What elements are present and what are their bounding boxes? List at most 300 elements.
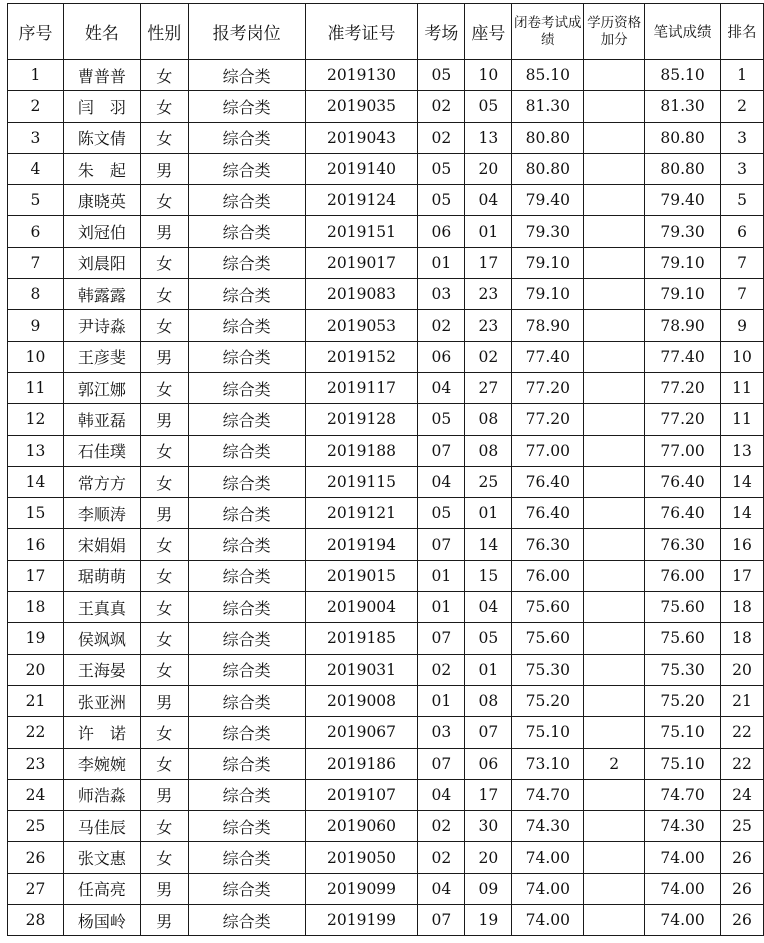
cell-bonus bbox=[584, 372, 645, 403]
cell-gender: 女 bbox=[140, 560, 188, 591]
cell-seat: 17 bbox=[465, 247, 512, 278]
cell-no: 14 bbox=[8, 466, 64, 497]
table-row bbox=[8, 623, 764, 654]
cell-room: 03 bbox=[418, 717, 465, 748]
table-row bbox=[8, 654, 764, 685]
cell-ticket: 2019124 bbox=[305, 185, 418, 216]
cell-closed-score: 75.60 bbox=[512, 592, 584, 623]
cell-rank: 24 bbox=[721, 779, 764, 810]
cell-post: 综合类 bbox=[188, 779, 305, 810]
cell-room: 02 bbox=[418, 654, 465, 685]
table-row bbox=[8, 247, 764, 278]
cell-written: 77.20 bbox=[645, 404, 721, 435]
cell-rank: 21 bbox=[721, 685, 764, 716]
table-body bbox=[8, 60, 764, 936]
cell-room: 02 bbox=[418, 842, 465, 873]
cell-gender: 女 bbox=[140, 466, 188, 497]
cell-gender: 男 bbox=[140, 779, 188, 810]
cell-bonus bbox=[584, 905, 645, 936]
cell-closed-score: 74.70 bbox=[512, 779, 584, 810]
table-row bbox=[8, 404, 764, 435]
cell-post: 综合类 bbox=[188, 247, 305, 278]
table-row bbox=[8, 717, 764, 748]
cell-ticket: 2019140 bbox=[305, 153, 418, 184]
cell-seat: 25 bbox=[465, 466, 512, 497]
cell-room: 02 bbox=[418, 91, 465, 122]
cell-room: 02 bbox=[418, 811, 465, 842]
cell-bonus bbox=[584, 811, 645, 842]
cell-rank: 20 bbox=[721, 654, 764, 685]
cell-written: 79.40 bbox=[645, 185, 721, 216]
cell-gender: 男 bbox=[140, 341, 188, 372]
cell-bonus bbox=[584, 122, 645, 153]
cell-no: 25 bbox=[8, 811, 64, 842]
cell-no: 23 bbox=[8, 748, 64, 779]
table-row bbox=[8, 842, 764, 873]
cell-post: 综合类 bbox=[188, 310, 305, 341]
cell-bonus bbox=[584, 153, 645, 184]
cell-room: 04 bbox=[418, 873, 465, 904]
cell-written: 81.30 bbox=[645, 91, 721, 122]
cell-room: 05 bbox=[418, 404, 465, 435]
header-closed-score: 闭卷考试成绩 bbox=[512, 4, 584, 60]
table-row bbox=[8, 122, 764, 153]
cell-written: 75.30 bbox=[645, 654, 721, 685]
cell-seat: 01 bbox=[465, 498, 512, 529]
table-row bbox=[8, 435, 764, 466]
cell-rank: 1 bbox=[721, 60, 764, 91]
cell-gender: 女 bbox=[140, 592, 188, 623]
cell-ticket: 2019099 bbox=[305, 873, 418, 904]
cell-gender: 男 bbox=[140, 685, 188, 716]
cell-bonus: 2 bbox=[584, 748, 645, 779]
cell-gender: 男 bbox=[140, 498, 188, 529]
cell-ticket: 2019004 bbox=[305, 592, 418, 623]
cell-name: 刘冠伯 bbox=[63, 216, 140, 247]
header-seat: 座号 bbox=[465, 4, 512, 60]
cell-name: 杨国岭 bbox=[63, 905, 140, 936]
cell-gender: 女 bbox=[140, 247, 188, 278]
cell-written: 77.00 bbox=[645, 435, 721, 466]
cell-bonus bbox=[584, 185, 645, 216]
cell-bonus bbox=[584, 404, 645, 435]
header-row bbox=[8, 4, 764, 60]
cell-gender: 女 bbox=[140, 310, 188, 341]
header-name: 姓名 bbox=[63, 4, 140, 60]
cell-gender: 男 bbox=[140, 905, 188, 936]
cell-bonus bbox=[584, 91, 645, 122]
cell-ticket: 2019115 bbox=[305, 466, 418, 497]
cell-room: 06 bbox=[418, 216, 465, 247]
cell-rank: 9 bbox=[721, 310, 764, 341]
cell-closed-score: 74.00 bbox=[512, 873, 584, 904]
table-row bbox=[8, 779, 764, 810]
cell-rank: 2 bbox=[721, 91, 764, 122]
cell-no: 6 bbox=[8, 216, 64, 247]
cell-gender: 女 bbox=[140, 842, 188, 873]
cell-rank: 14 bbox=[721, 498, 764, 529]
header-room: 考场 bbox=[418, 4, 465, 60]
cell-bonus bbox=[584, 466, 645, 497]
cell-written: 78.90 bbox=[645, 310, 721, 341]
cell-seat: 01 bbox=[465, 654, 512, 685]
cell-name: 王真真 bbox=[63, 592, 140, 623]
cell-written: 75.60 bbox=[645, 592, 721, 623]
cell-no: 3 bbox=[8, 122, 64, 153]
cell-seat: 27 bbox=[465, 372, 512, 403]
cell-bonus bbox=[584, 435, 645, 466]
cell-written: 75.10 bbox=[645, 717, 721, 748]
cell-seat: 05 bbox=[465, 91, 512, 122]
cell-post: 综合类 bbox=[188, 873, 305, 904]
cell-seat: 09 bbox=[465, 873, 512, 904]
cell-room: 07 bbox=[418, 623, 465, 654]
cell-post: 综合类 bbox=[188, 435, 305, 466]
cell-seat: 08 bbox=[465, 435, 512, 466]
cell-name: 马佳辰 bbox=[63, 811, 140, 842]
cell-ticket: 2019199 bbox=[305, 905, 418, 936]
cell-bonus bbox=[584, 310, 645, 341]
cell-written: 75.60 bbox=[645, 623, 721, 654]
cell-name: 张亚洲 bbox=[63, 685, 140, 716]
cell-no: 7 bbox=[8, 247, 64, 278]
cell-ticket: 2019152 bbox=[305, 341, 418, 372]
cell-rank: 7 bbox=[721, 247, 764, 278]
table-row bbox=[8, 466, 764, 497]
cell-written: 74.30 bbox=[645, 811, 721, 842]
table-row bbox=[8, 216, 764, 247]
cell-closed-score: 79.40 bbox=[512, 185, 584, 216]
cell-ticket: 2019043 bbox=[305, 122, 418, 153]
cell-no: 20 bbox=[8, 654, 64, 685]
cell-ticket: 2019050 bbox=[305, 842, 418, 873]
cell-room: 07 bbox=[418, 748, 465, 779]
score-table bbox=[7, 3, 764, 936]
table-row bbox=[8, 310, 764, 341]
cell-seat: 04 bbox=[465, 592, 512, 623]
cell-bonus bbox=[584, 779, 645, 810]
cell-gender: 女 bbox=[140, 122, 188, 153]
cell-no: 12 bbox=[8, 404, 64, 435]
cell-seat: 10 bbox=[465, 60, 512, 91]
cell-rank: 11 bbox=[721, 404, 764, 435]
cell-ticket: 2019017 bbox=[305, 247, 418, 278]
cell-room: 01 bbox=[418, 247, 465, 278]
cell-seat: 05 bbox=[465, 623, 512, 654]
cell-bonus bbox=[584, 279, 645, 310]
cell-no: 18 bbox=[8, 592, 64, 623]
cell-post: 综合类 bbox=[188, 122, 305, 153]
cell-written: 76.00 bbox=[645, 560, 721, 591]
cell-room: 05 bbox=[418, 185, 465, 216]
cell-written: 74.70 bbox=[645, 779, 721, 810]
cell-gender: 女 bbox=[140, 60, 188, 91]
cell-room: 05 bbox=[418, 498, 465, 529]
cell-written: 85.10 bbox=[645, 60, 721, 91]
cell-seat: 19 bbox=[465, 905, 512, 936]
cell-ticket: 2019185 bbox=[305, 623, 418, 654]
cell-name: 王彦斐 bbox=[63, 341, 140, 372]
cell-post: 综合类 bbox=[188, 842, 305, 873]
table-row bbox=[8, 498, 764, 529]
cell-written: 74.00 bbox=[645, 905, 721, 936]
cell-bonus bbox=[584, 529, 645, 560]
cell-no: 13 bbox=[8, 435, 64, 466]
cell-post: 综合类 bbox=[188, 529, 305, 560]
cell-bonus bbox=[584, 60, 645, 91]
cell-no: 9 bbox=[8, 310, 64, 341]
cell-seat: 30 bbox=[465, 811, 512, 842]
cell-room: 01 bbox=[418, 592, 465, 623]
cell-room: 04 bbox=[418, 779, 465, 810]
cell-no: 15 bbox=[8, 498, 64, 529]
cell-room: 04 bbox=[418, 372, 465, 403]
cell-no: 17 bbox=[8, 560, 64, 591]
cell-name: 陈文倩 bbox=[63, 122, 140, 153]
cell-gender: 女 bbox=[140, 811, 188, 842]
cell-bonus bbox=[584, 717, 645, 748]
cell-post: 综合类 bbox=[188, 748, 305, 779]
table-row bbox=[8, 529, 764, 560]
table-row bbox=[8, 91, 764, 122]
cell-name: 朱 起 bbox=[63, 153, 140, 184]
cell-closed-score: 79.10 bbox=[512, 247, 584, 278]
cell-post: 综合类 bbox=[188, 685, 305, 716]
table-row bbox=[8, 592, 764, 623]
cell-name: 任高亮 bbox=[63, 873, 140, 904]
cell-closed-score: 76.00 bbox=[512, 560, 584, 591]
cell-name: 郭江娜 bbox=[63, 372, 140, 403]
cell-post: 综合类 bbox=[188, 592, 305, 623]
cell-post: 综合类 bbox=[188, 466, 305, 497]
cell-closed-score: 79.30 bbox=[512, 216, 584, 247]
cell-seat: 23 bbox=[465, 310, 512, 341]
cell-ticket: 2019083 bbox=[305, 279, 418, 310]
cell-post: 综合类 bbox=[188, 279, 305, 310]
cell-closed-score: 74.00 bbox=[512, 905, 584, 936]
cell-post: 综合类 bbox=[188, 185, 305, 216]
cell-bonus bbox=[584, 654, 645, 685]
cell-closed-score: 75.30 bbox=[512, 654, 584, 685]
cell-seat: 20 bbox=[465, 842, 512, 873]
cell-seat: 04 bbox=[465, 185, 512, 216]
cell-seat: 01 bbox=[465, 216, 512, 247]
cell-closed-score: 73.10 bbox=[512, 748, 584, 779]
cell-seat: 17 bbox=[465, 779, 512, 810]
cell-ticket: 2019035 bbox=[305, 91, 418, 122]
cell-room: 06 bbox=[418, 341, 465, 372]
cell-gender: 男 bbox=[140, 873, 188, 904]
cell-rank: 18 bbox=[721, 623, 764, 654]
cell-ticket: 2019067 bbox=[305, 717, 418, 748]
cell-post: 综合类 bbox=[188, 811, 305, 842]
cell-gender: 女 bbox=[140, 372, 188, 403]
cell-ticket: 2019194 bbox=[305, 529, 418, 560]
cell-rank: 7 bbox=[721, 279, 764, 310]
cell-post: 综合类 bbox=[188, 654, 305, 685]
cell-name: 尹诗淼 bbox=[63, 310, 140, 341]
cell-bonus bbox=[584, 247, 645, 278]
cell-name: 韩亚磊 bbox=[63, 404, 140, 435]
table-row bbox=[8, 372, 764, 403]
cell-written: 79.30 bbox=[645, 216, 721, 247]
cell-no: 1 bbox=[8, 60, 64, 91]
cell-closed-score: 74.00 bbox=[512, 842, 584, 873]
cell-name: 李顺涛 bbox=[63, 498, 140, 529]
cell-written: 79.10 bbox=[645, 247, 721, 278]
cell-post: 综合类 bbox=[188, 216, 305, 247]
cell-rank: 6 bbox=[721, 216, 764, 247]
cell-rank: 13 bbox=[721, 435, 764, 466]
cell-gender: 男 bbox=[140, 153, 188, 184]
table-row bbox=[8, 905, 764, 936]
cell-no: 10 bbox=[8, 341, 64, 372]
cell-bonus bbox=[584, 873, 645, 904]
cell-bonus bbox=[584, 216, 645, 247]
header-ticket: 准考证号 bbox=[305, 4, 418, 60]
cell-rank: 17 bbox=[721, 560, 764, 591]
cell-bonus bbox=[584, 592, 645, 623]
cell-post: 综合类 bbox=[188, 91, 305, 122]
cell-ticket: 2019151 bbox=[305, 216, 418, 247]
cell-name: 王海晏 bbox=[63, 654, 140, 685]
cell-ticket: 2019053 bbox=[305, 310, 418, 341]
cell-closed-score: 79.10 bbox=[512, 279, 584, 310]
cell-post: 综合类 bbox=[188, 153, 305, 184]
table-row bbox=[8, 341, 764, 372]
cell-room: 05 bbox=[418, 153, 465, 184]
cell-name: 宋娟娟 bbox=[63, 529, 140, 560]
cell-seat: 06 bbox=[465, 748, 512, 779]
cell-rank: 5 bbox=[721, 185, 764, 216]
cell-seat: 14 bbox=[465, 529, 512, 560]
cell-no: 4 bbox=[8, 153, 64, 184]
cell-name: 石佳璞 bbox=[63, 435, 140, 466]
cell-name: 闫 羽 bbox=[63, 91, 140, 122]
cell-written: 77.40 bbox=[645, 341, 721, 372]
cell-written: 77.20 bbox=[645, 372, 721, 403]
table-row bbox=[8, 153, 764, 184]
cell-bonus bbox=[584, 498, 645, 529]
cell-gender: 女 bbox=[140, 435, 188, 466]
cell-seat: 20 bbox=[465, 153, 512, 184]
cell-seat: 15 bbox=[465, 560, 512, 591]
cell-closed-score: 75.60 bbox=[512, 623, 584, 654]
cell-closed-score: 77.00 bbox=[512, 435, 584, 466]
cell-rank: 14 bbox=[721, 466, 764, 497]
cell-written: 76.30 bbox=[645, 529, 721, 560]
cell-bonus bbox=[584, 560, 645, 591]
cell-name: 刘晨阳 bbox=[63, 247, 140, 278]
cell-bonus bbox=[584, 685, 645, 716]
cell-closed-score: 80.80 bbox=[512, 122, 584, 153]
cell-closed-score: 80.80 bbox=[512, 153, 584, 184]
table-row bbox=[8, 873, 764, 904]
cell-bonus bbox=[584, 341, 645, 372]
cell-room: 03 bbox=[418, 279, 465, 310]
cell-room: 02 bbox=[418, 310, 465, 341]
cell-room: 02 bbox=[418, 122, 465, 153]
cell-ticket: 2019130 bbox=[305, 60, 418, 91]
cell-post: 综合类 bbox=[188, 717, 305, 748]
cell-ticket: 2019107 bbox=[305, 779, 418, 810]
cell-ticket: 2019121 bbox=[305, 498, 418, 529]
cell-rank: 22 bbox=[721, 717, 764, 748]
cell-post: 综合类 bbox=[188, 404, 305, 435]
cell-name: 康晓英 bbox=[63, 185, 140, 216]
cell-no: 19 bbox=[8, 623, 64, 654]
table-row bbox=[8, 811, 764, 842]
table-header bbox=[8, 4, 764, 60]
cell-written: 80.80 bbox=[645, 153, 721, 184]
cell-no: 27 bbox=[8, 873, 64, 904]
header-no: 序号 bbox=[8, 4, 64, 60]
cell-rank: 16 bbox=[721, 529, 764, 560]
cell-room: 07 bbox=[418, 529, 465, 560]
cell-no: 5 bbox=[8, 185, 64, 216]
table-row bbox=[8, 60, 764, 91]
cell-closed-score: 77.20 bbox=[512, 404, 584, 435]
cell-gender: 女 bbox=[140, 623, 188, 654]
cell-name: 侯飒飒 bbox=[63, 623, 140, 654]
cell-post: 综合类 bbox=[188, 560, 305, 591]
cell-no: 28 bbox=[8, 905, 64, 936]
cell-closed-score: 77.20 bbox=[512, 372, 584, 403]
header-bonus: 学历资格加分 bbox=[584, 4, 645, 60]
cell-no: 8 bbox=[8, 279, 64, 310]
cell-written: 74.00 bbox=[645, 873, 721, 904]
cell-no: 22 bbox=[8, 717, 64, 748]
cell-seat: 08 bbox=[465, 404, 512, 435]
cell-room: 07 bbox=[418, 435, 465, 466]
cell-gender: 女 bbox=[140, 654, 188, 685]
cell-written: 76.40 bbox=[645, 498, 721, 529]
cell-seat: 07 bbox=[465, 717, 512, 748]
cell-name: 许 诺 bbox=[63, 717, 140, 748]
cell-gender: 女 bbox=[140, 91, 188, 122]
cell-name: 师浩淼 bbox=[63, 779, 140, 810]
cell-name: 曹普普 bbox=[63, 60, 140, 91]
cell-closed-score: 85.10 bbox=[512, 60, 584, 91]
cell-closed-score: 75.20 bbox=[512, 685, 584, 716]
cell-bonus bbox=[584, 842, 645, 873]
cell-rank: 11 bbox=[721, 372, 764, 403]
cell-ticket: 2019060 bbox=[305, 811, 418, 842]
cell-name: 琚萌萌 bbox=[63, 560, 140, 591]
cell-written: 76.40 bbox=[645, 466, 721, 497]
cell-no: 11 bbox=[8, 372, 64, 403]
cell-rank: 26 bbox=[721, 873, 764, 904]
cell-rank: 26 bbox=[721, 905, 764, 936]
cell-post: 综合类 bbox=[188, 60, 305, 91]
cell-no: 24 bbox=[8, 779, 64, 810]
cell-closed-score: 76.40 bbox=[512, 466, 584, 497]
header-post: 报考岗位 bbox=[188, 4, 305, 60]
cell-seat: 13 bbox=[465, 122, 512, 153]
cell-closed-score: 75.10 bbox=[512, 717, 584, 748]
cell-gender: 女 bbox=[140, 279, 188, 310]
header-rank: 排名 bbox=[721, 4, 764, 60]
cell-rank: 25 bbox=[721, 811, 764, 842]
cell-seat: 08 bbox=[465, 685, 512, 716]
cell-rank: 3 bbox=[721, 122, 764, 153]
cell-closed-score: 78.90 bbox=[512, 310, 584, 341]
cell-gender: 男 bbox=[140, 404, 188, 435]
cell-name: 张文惠 bbox=[63, 842, 140, 873]
cell-ticket: 2019015 bbox=[305, 560, 418, 591]
cell-room: 07 bbox=[418, 905, 465, 936]
cell-room: 04 bbox=[418, 466, 465, 497]
